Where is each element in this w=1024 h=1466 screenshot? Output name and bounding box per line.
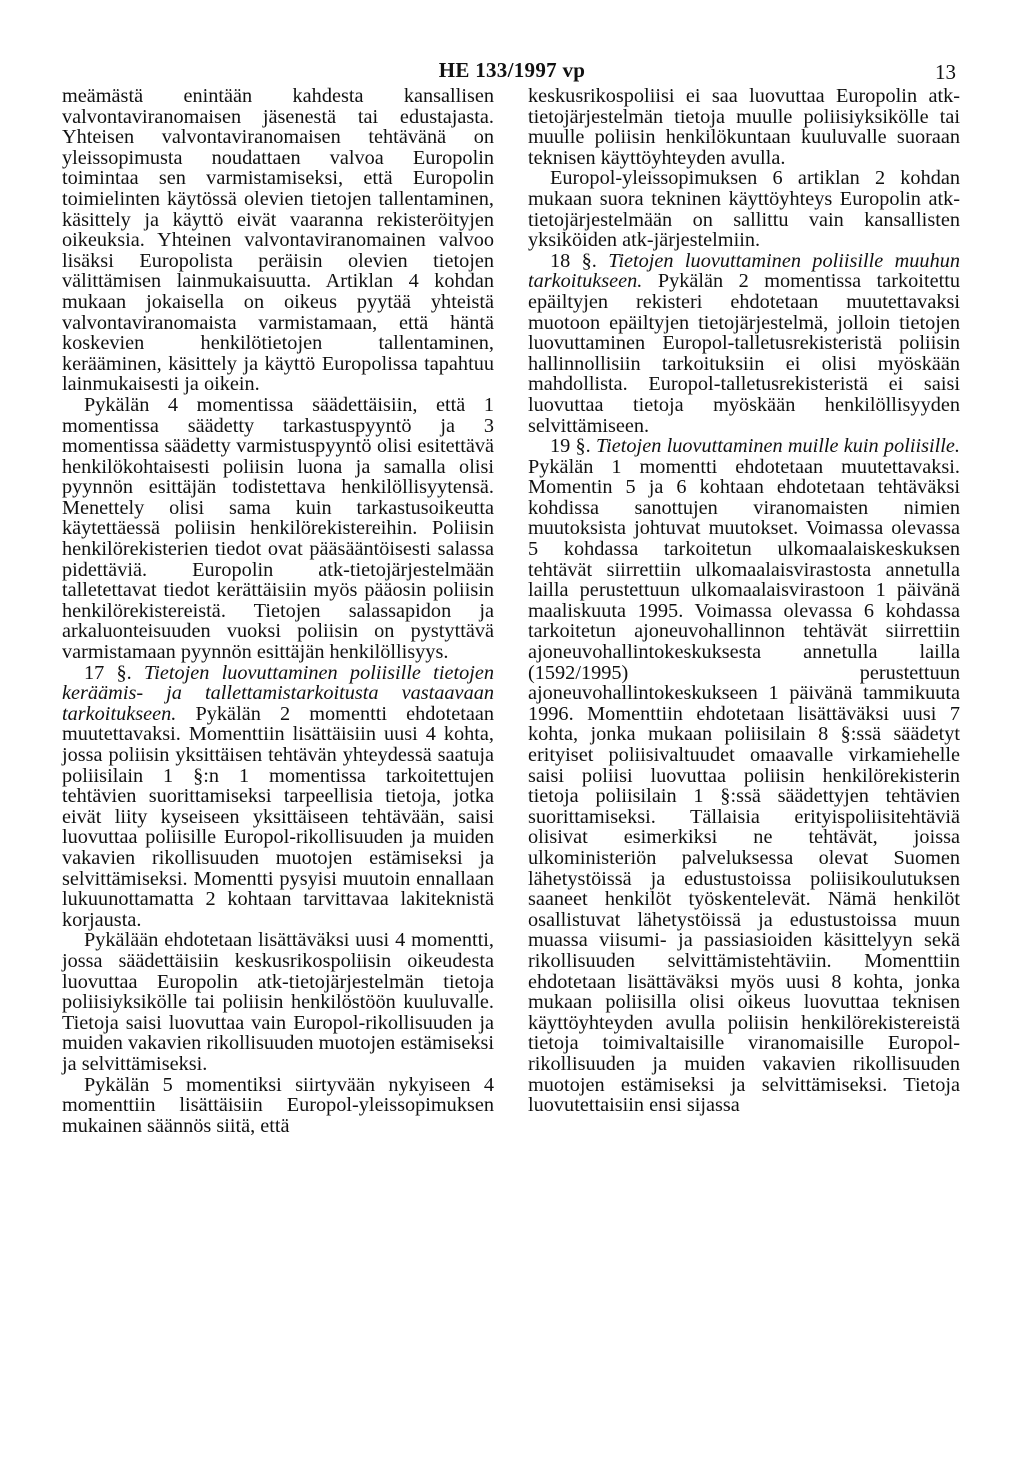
section-text: Pykälän 2 momentti ehdotetaan muutettavaksi. Momenttiin lisättäisiin uusi 4 kohta, jossa poliisin yksittäisen tehtävän yhteydessä saatuja poliisilain 1 §:n 1 momentissa tarkoitettujen tehtävien suorittamiseksi tarpeellisia tietoja, jotka eivät liity kyseiseen yksittäiseen tehtävään, saisi luovuttaa poliisille Europol-rikollisuuden ja muiden vakavien rikollisuuden muotojen estämiseksi ja selvittämiseksi. Momentti pysyisi muutoin ennallaan lukuunottamatta 2 kohtaan tarvittavaa lakiteknistä korjausta.	[62, 702, 494, 931]
section-paragraph	[528, 251, 960, 436]
right-column	[528, 86, 960, 1116]
paragraph: Pykälän 4 momentissa säädettäisiin, että 1 momentissa säädetty tarkastuspyyntö ja 3 momentissa säädetty varmistuspyyntö olisi esitettävä henkilökohtaisesti poliisin luona ja samalla olisi pyynnön esittäjän todistettava henkilöllisyytensä. Menettely olisi sama kuin tarkastusoikeutta käytettäessä poliisin henkilörekistereihin. Poliisin henkilörekisterien tiedot ovat pääsääntöisesti salassa pidettäviä. Europolin atk-tietojärjestelmään talletettavat tiedot kerättäisiin myös pääosin poliisin henkilörekistereistä. Tietojen salassapidon ja arkaluonteisuuden vuoksi poliisin on pystyttävä varmistamaan pyynnön esittäjän henkilöllisyys.	[62, 393, 494, 664]
page-header	[0, 58, 1024, 88]
section-number: 17 §.	[84, 661, 132, 684]
section-paragraph	[62, 663, 494, 931]
paragraph: Pykälän 5 momentiksi siirtyvään nykyiseen 4 momenttiin lisättäisiin Europol-yleissopimuksen mukainen säännös siitä, että	[62, 1073, 494, 1137]
paragraph: keskusrikospoliisi ei saa luovuttaa Europolin atk-tietojärjestelmän tietoja muulle poliisiyksikölle tai muulle poliisin henkilökuntaan kuuluvalle suoraan teknisen käyttöyhteyden avulla.	[528, 85, 960, 169]
section-text: Pykälän 1 momentti ehdotetaan muutettavaksi. Momentin 5 ja 6 kohtaan ehdotetaan tehtäväksi kohdissa sanottujen viranomaisten nimien muutoksista johtuvat muutokset. Voimassa olevassa 5 kohdassa tarkoitetun ulkomaalaiskeskuksen tehtävät siirrettiin ulkomaalaisvirastosta annetulla lailla perustettuun ulkomaalaisvirastoon 1 päivänä maaliskuuta 1995. Voimassa olevassa 6 kohdassa tarkoitetun ajoneuvohallinnon tehtävät siirrettiin ajoneuvohallintokeskuksesta annetulla lailla (1592/1995) perustettuun ajoneuvohallintokeskukseen 1 päivänä tammikuuta 1996. Momenttiin ehdotetaan lisättäväksi uusi 7 kohta, jonka mukaan poliisilain 8 §:ssä säädetyt erityiset poliisivaltuudet omaavalle virkamiehelle saisi poliisi luovuttaa poliisin henkilörekisterin tietoja poliisilain 1 §:ssä säädettyjen tehtävien suorittamiseksi. Tällaisia erityispoliisitehtäviä olisivat esimerkiksi ne tehtävät, joissa ulkoministeriön palveluksessa olevat Suomen lähetystöissä ja edustustoissa poliisikoulutuksen saaneet henkilöt työskentelevät. Nämä henkilöt osallistuvat lähetystöissä ja edustustoissa muun muassa viisumi- ja passiasioiden käsittelyyn sekä rikollisuuden selvittämistehtäviin. Momenttiin ehdotetaan lisättäväksi myös uusi 8 kohta, jonka mukaan poliisilla olisi oikeus luovuttaa teknisen käyttöyhteyden avulla poliisin henkilörekistereistä tietoja toimivaltaisille viranomaisille Europol-rikollisuuden ja muiden vakavien rikollisuuden muotojen estämiseksi ja selvittämiseksi. Tietoja luovutettaisiin ensi sijassa	[528, 455, 960, 1117]
page-number: 13	[935, 60, 956, 84]
section-heading: Tietojen luovuttaminen muille kuin poliisille.	[595, 435, 960, 458]
paragraph: Europol-yleissopimuksen 6 artiklan 2 kohdan mukaan suora tekninen käyttöyhteys Europolin atk-tietojärjestelmään on sallittu vain kansallisten yksiköiden atk-järjestelmiin.	[528, 167, 960, 252]
paragraph: meämästä enintään kahdesta kansallisen valvontaviranomaisen jäsenestä tai edustajasta. Yhteisen valvontaviranomaisen tehtävänä on yleissopimusta noudattaen valvoa Europolin toimintaa sen varmistamiseksi, että Europolin toimielinten käytössä olevien tietojen tallentaminen, käsittely ja käyttö eivät vaaranna rekisteröityjen oikeuksia. Yhteinen valvontaviranomainen valvoo lisäksi Europolista peräisin olevien tietojen välittämisen lainmukaisuutta. Artiklan 4 kohdan mukaan jokaisella on oikeus pyytää yhteistä valvontaviranomaista varmistamaan, että häntä koskevien henkilötietojen tallentaminen, kerääminen, käsittely ja käyttö Europolissa tapahtuu lainmukaisesti ja oikein.	[62, 85, 494, 396]
document-title: HE 133/1997 vp	[438, 58, 586, 82]
section-number: 18 §.	[550, 249, 597, 272]
section-heading: Tietojen luovuttaminen poliisille tietojen keräämis- ja tallettamistarkoitusta vastaavaan tarkoitukseen.	[62, 661, 495, 725]
left-column	[62, 86, 494, 1136]
section-text: Pykälän 2 momentissa tarkoitettu epäiltyjen rekisteri ehdotetaan muutettavaksi muotoon epäiltyjen tietojärjestelmä, jolloin tietojen luovuttaminen Europol-talletusrekisteristä poliisin hallinnollisiin tarkoituksiin ei olisi myöskään mahdollista. Europol-talletusrekisteristä ei saisi luovuttaa tietoja myöskään henkilöllisyyden selvittämiseen.	[528, 270, 960, 437]
section-paragraph	[528, 436, 960, 1116]
paragraph: Pykälään ehdotetaan lisättäväksi uusi 4 momentti, jossa säädettäisiin keskusrikospoliisin oikeudesta luovuttaa Europolin atk-tietojärjestelmän tietoja poliisiyksikölle tai poliisin henkilöstöön kuuluvalle. Tietoja saisi luovuttaa vain Europol-rikollisuuden ja muiden vakavien rikollisuuden muotojen estämiseksi ja selvittämiseksi.	[62, 929, 494, 1075]
section-heading: Tietojen luovuttaminen poliisille muuhun tarkoitukseen.	[528, 249, 960, 293]
section-number: 19 §.	[550, 435, 591, 458]
